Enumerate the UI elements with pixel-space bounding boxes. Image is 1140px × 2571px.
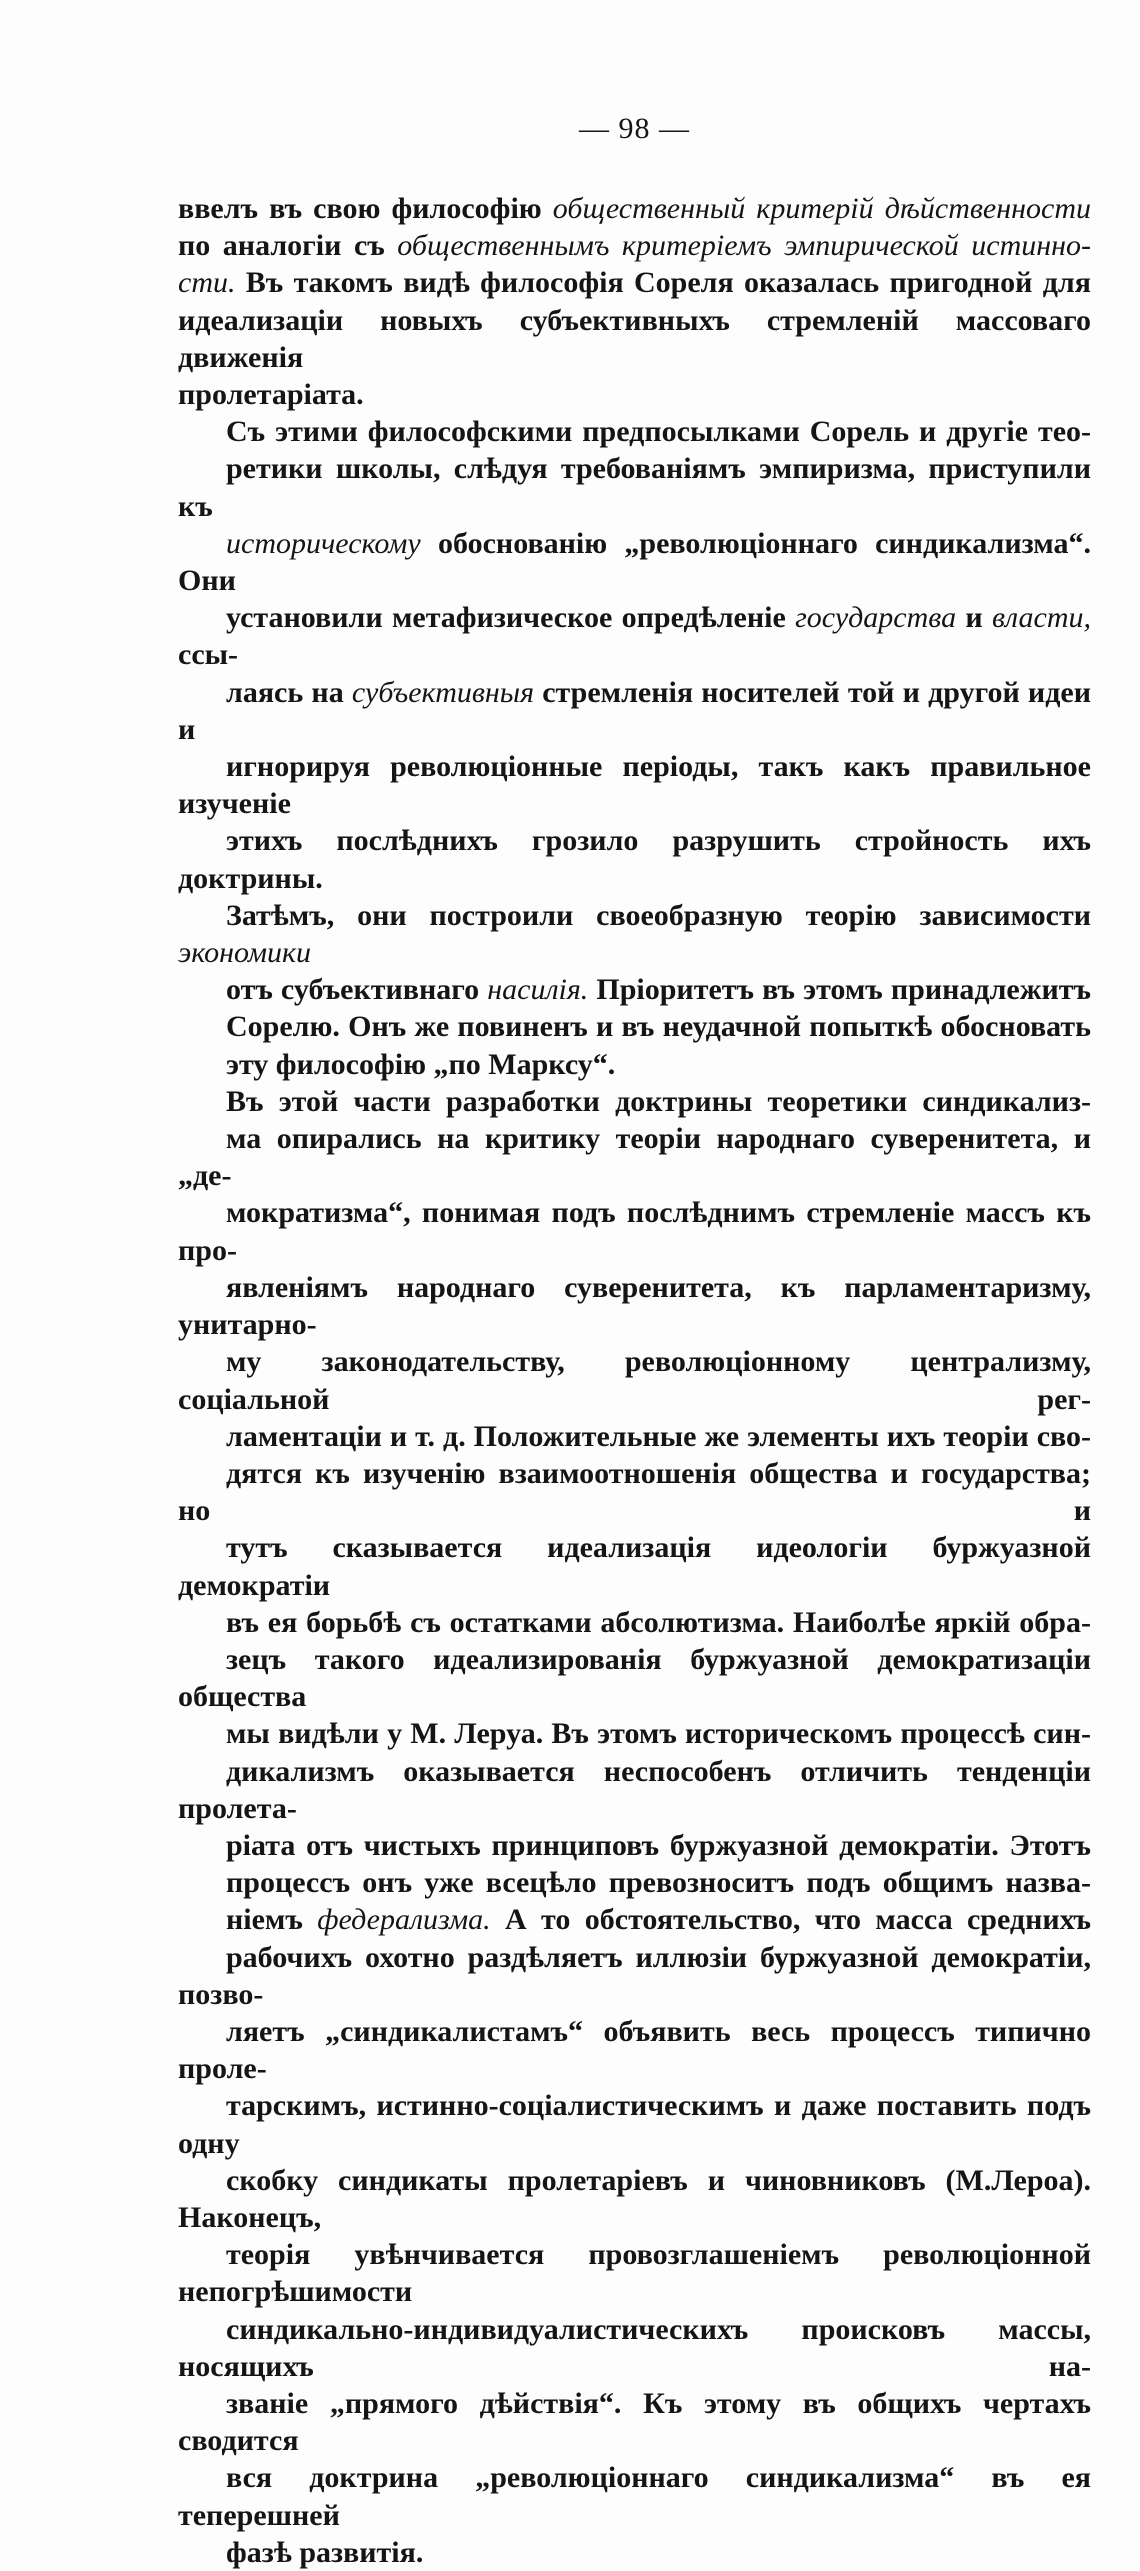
text-segment: тарскимъ, истинно-соціалистическимъ и даже поставить подъ одну [178,2089,1091,2160]
text-segment: отъ субъективнаго [226,973,488,1007]
text-line [178,376,1091,413]
text-segment: скобку синдикаты пролетаріевъ и чиновниковъ (М.Лероа). Наконецъ, [178,2163,1091,2234]
text-line [178,1083,1091,1120]
italic-text: власти, [992,601,1091,635]
text-line [178,2013,1091,2087]
text-segment: идеализаціи новыхъ субъективныхъ стремленій массоваго движенія [178,303,1091,374]
text-line [178,190,1091,227]
text-line [178,1418,1091,1455]
text-segment: А то обстоятельство, что масса среднихъ [490,1903,1091,1937]
text-segment: установили метафизическое опредѣленіе [226,601,796,635]
text-segment: игнорируя революціонные періоды, такъ какъ правильное изученіе [178,750,1091,821]
text-segment: фазѣ развитія. [226,2535,424,2569]
text-line [178,1008,1091,1045]
text-line [178,525,1091,599]
text-segment: пролетаріата. [178,378,364,412]
text-line [178,2534,1091,2571]
text-segment: теорія увѣнчивается провозглашеніемъ революціонной непогрѣшимости [178,2238,1091,2309]
text-segment: ляетъ „синдикалистамъ“ объявить весь процессъ типично проле- [178,2014,1091,2086]
text-segment: ніемъ [226,1903,318,1937]
text-line [178,1901,1091,1938]
text-segment: и [956,601,993,635]
italic-text: субъективныя [351,675,535,709]
text-segment: рабочихъ охотно раздѣляетъ иллюзіи буржуазной демократіи, позво- [178,1940,1091,2011]
paragraph [178,1083,1091,2571]
text-segment: лаясь на [226,675,352,709]
book-page [178,112,1091,2571]
text-segment: Въ этой части разработки доктрины теоретики синдикализ- [226,1084,1091,1118]
text-segment: званіе „прямого дѣйствія“. Къ этому въ общихъ чертахъ сводится [178,2386,1091,2458]
text-line [178,1046,1091,1083]
text-segment: ввелъ въ свою философію [178,192,553,225]
text-line [178,1455,1091,1529]
text-segment: тутъ сказывается идеализація идеологіи буржуазной демократіи [178,1531,1091,1602]
text-segment: процессъ онъ уже всецѣло превозноситъ подъ общимъ назва- [226,1866,1091,1900]
text-line [178,2311,1091,2385]
text-line [178,1343,1091,1417]
text-line [178,1715,1091,1752]
italic-text: общественный критерій дѣйственности [552,192,1091,225]
body-text [178,190,1091,2571]
text-line [178,2385,1091,2459]
text-line [178,1939,1091,2013]
text-segment: Съ этими философскими предпосылками Сорель и другіе тео- [226,415,1091,449]
text-segment: стремленія носителей той и другой идеи и [178,675,1091,746]
text-line [178,450,1091,524]
text-segment: синдикально-индивидуалистическихъ происковъ массы, носящихъ на- [178,2312,1091,2383]
text-segment: Сорелю. Онъ же повиненъ и въ неудачной попыткѣ обосновать [226,1010,1091,1044]
text-line [178,1864,1091,1901]
italic-text: экономики [178,936,312,970]
text-line [178,302,1091,376]
text-segment: дятся къ изученію взаимоотношенія общества и государства; но и [178,1456,1091,1528]
paragraph [178,190,1091,413]
text-line [178,1529,1091,1603]
text-segment: ретики школы, слѣдуя требованіямъ эмпиризма, приступили къ [178,452,1091,523]
text-segment: му законодательству, революціонному централизму, соціальной рег- [178,1345,1091,1416]
text-segment: дикализмъ оказывается неспособенъ отличить тенденціи пролета- [178,1754,1091,1825]
italic-text: насилія. [487,973,589,1007]
text-line [178,822,1091,896]
italic-text: общественнымъ критеріемъ эмпирической истинно- [397,229,1091,263]
text-segment: ламентаціи и т. д. Положительные же элементы ихъ теоріи сво- [226,1419,1091,1453]
text-segment: эту философію „по Марксу“. [226,1047,616,1081]
italic-text: федерализма. [317,1903,491,1937]
text-segment: зецъ такого идеализированія буржуазной демократизаціи общества [178,1642,1091,1714]
text-line [178,1753,1091,1827]
text-line [178,748,1091,822]
text-segment: ріата отъ чистыхъ принциповъ буржуазной демократіи. Этотъ [226,1828,1091,1862]
text-segment: Пріоритетъ въ этомъ принадлежитъ [588,973,1091,1007]
page-number: — 98 — [579,112,690,145]
text-line [178,264,1091,301]
text-line [178,674,1091,748]
text-segment: обоснованію „революціоннаго синдикализма“. Они [178,526,1091,598]
text-line [178,897,1091,971]
text-line [178,1827,1091,1864]
text-line [178,1641,1091,1715]
text-segment: вся доктрина „революціоннаго синдикализма“ въ ея теперешней [178,2461,1091,2532]
text-line [178,2459,1091,2533]
text-segment: Въ такомъ видѣ философія Сореля оказалась пригодной для [235,266,1091,300]
text-line [178,1194,1091,1268]
text-line [178,1269,1091,1343]
text-line [178,2162,1091,2236]
text-segment: Затѣмъ, они построили своеобразную теорію зависимости [226,898,1091,932]
text-line [178,2087,1091,2161]
text-segment: ма опирались на критику теоріи народнаго суверенитета, и „де- [178,1122,1091,1193]
text-line [178,227,1091,264]
text-line [178,1604,1091,1641]
text-line [178,971,1091,1008]
text-line [178,2236,1091,2310]
text-segment: мократизма“, понимая подъ послѣднимъ стремленіе массъ къ про- [178,1196,1091,1267]
paragraph [178,413,1091,1083]
text-line [178,413,1091,450]
text-segment: ссы- [178,638,239,672]
text-segment: мы видѣли у М. Леруа. Въ этомъ историческомъ процессѣ син- [226,1717,1091,1751]
text-segment: этихъ послѣднихъ грозило разрушить стройность ихъ доктрины. [178,824,1091,895]
text-line [178,599,1091,673]
text-line [178,1120,1091,1194]
italic-text: государства [795,601,957,635]
text-segment: по аналогіи съ [178,229,398,263]
text-segment: явленіямъ народнаго суверенитета, къ парламентаризму, унитарно- [178,1270,1091,1342]
italic-text: историческому [226,526,421,560]
text-segment: въ ея борьбѣ съ остатками абсолютизма. Наиболѣе яркій обра- [226,1605,1091,1639]
italic-text: сти. [178,266,236,300]
